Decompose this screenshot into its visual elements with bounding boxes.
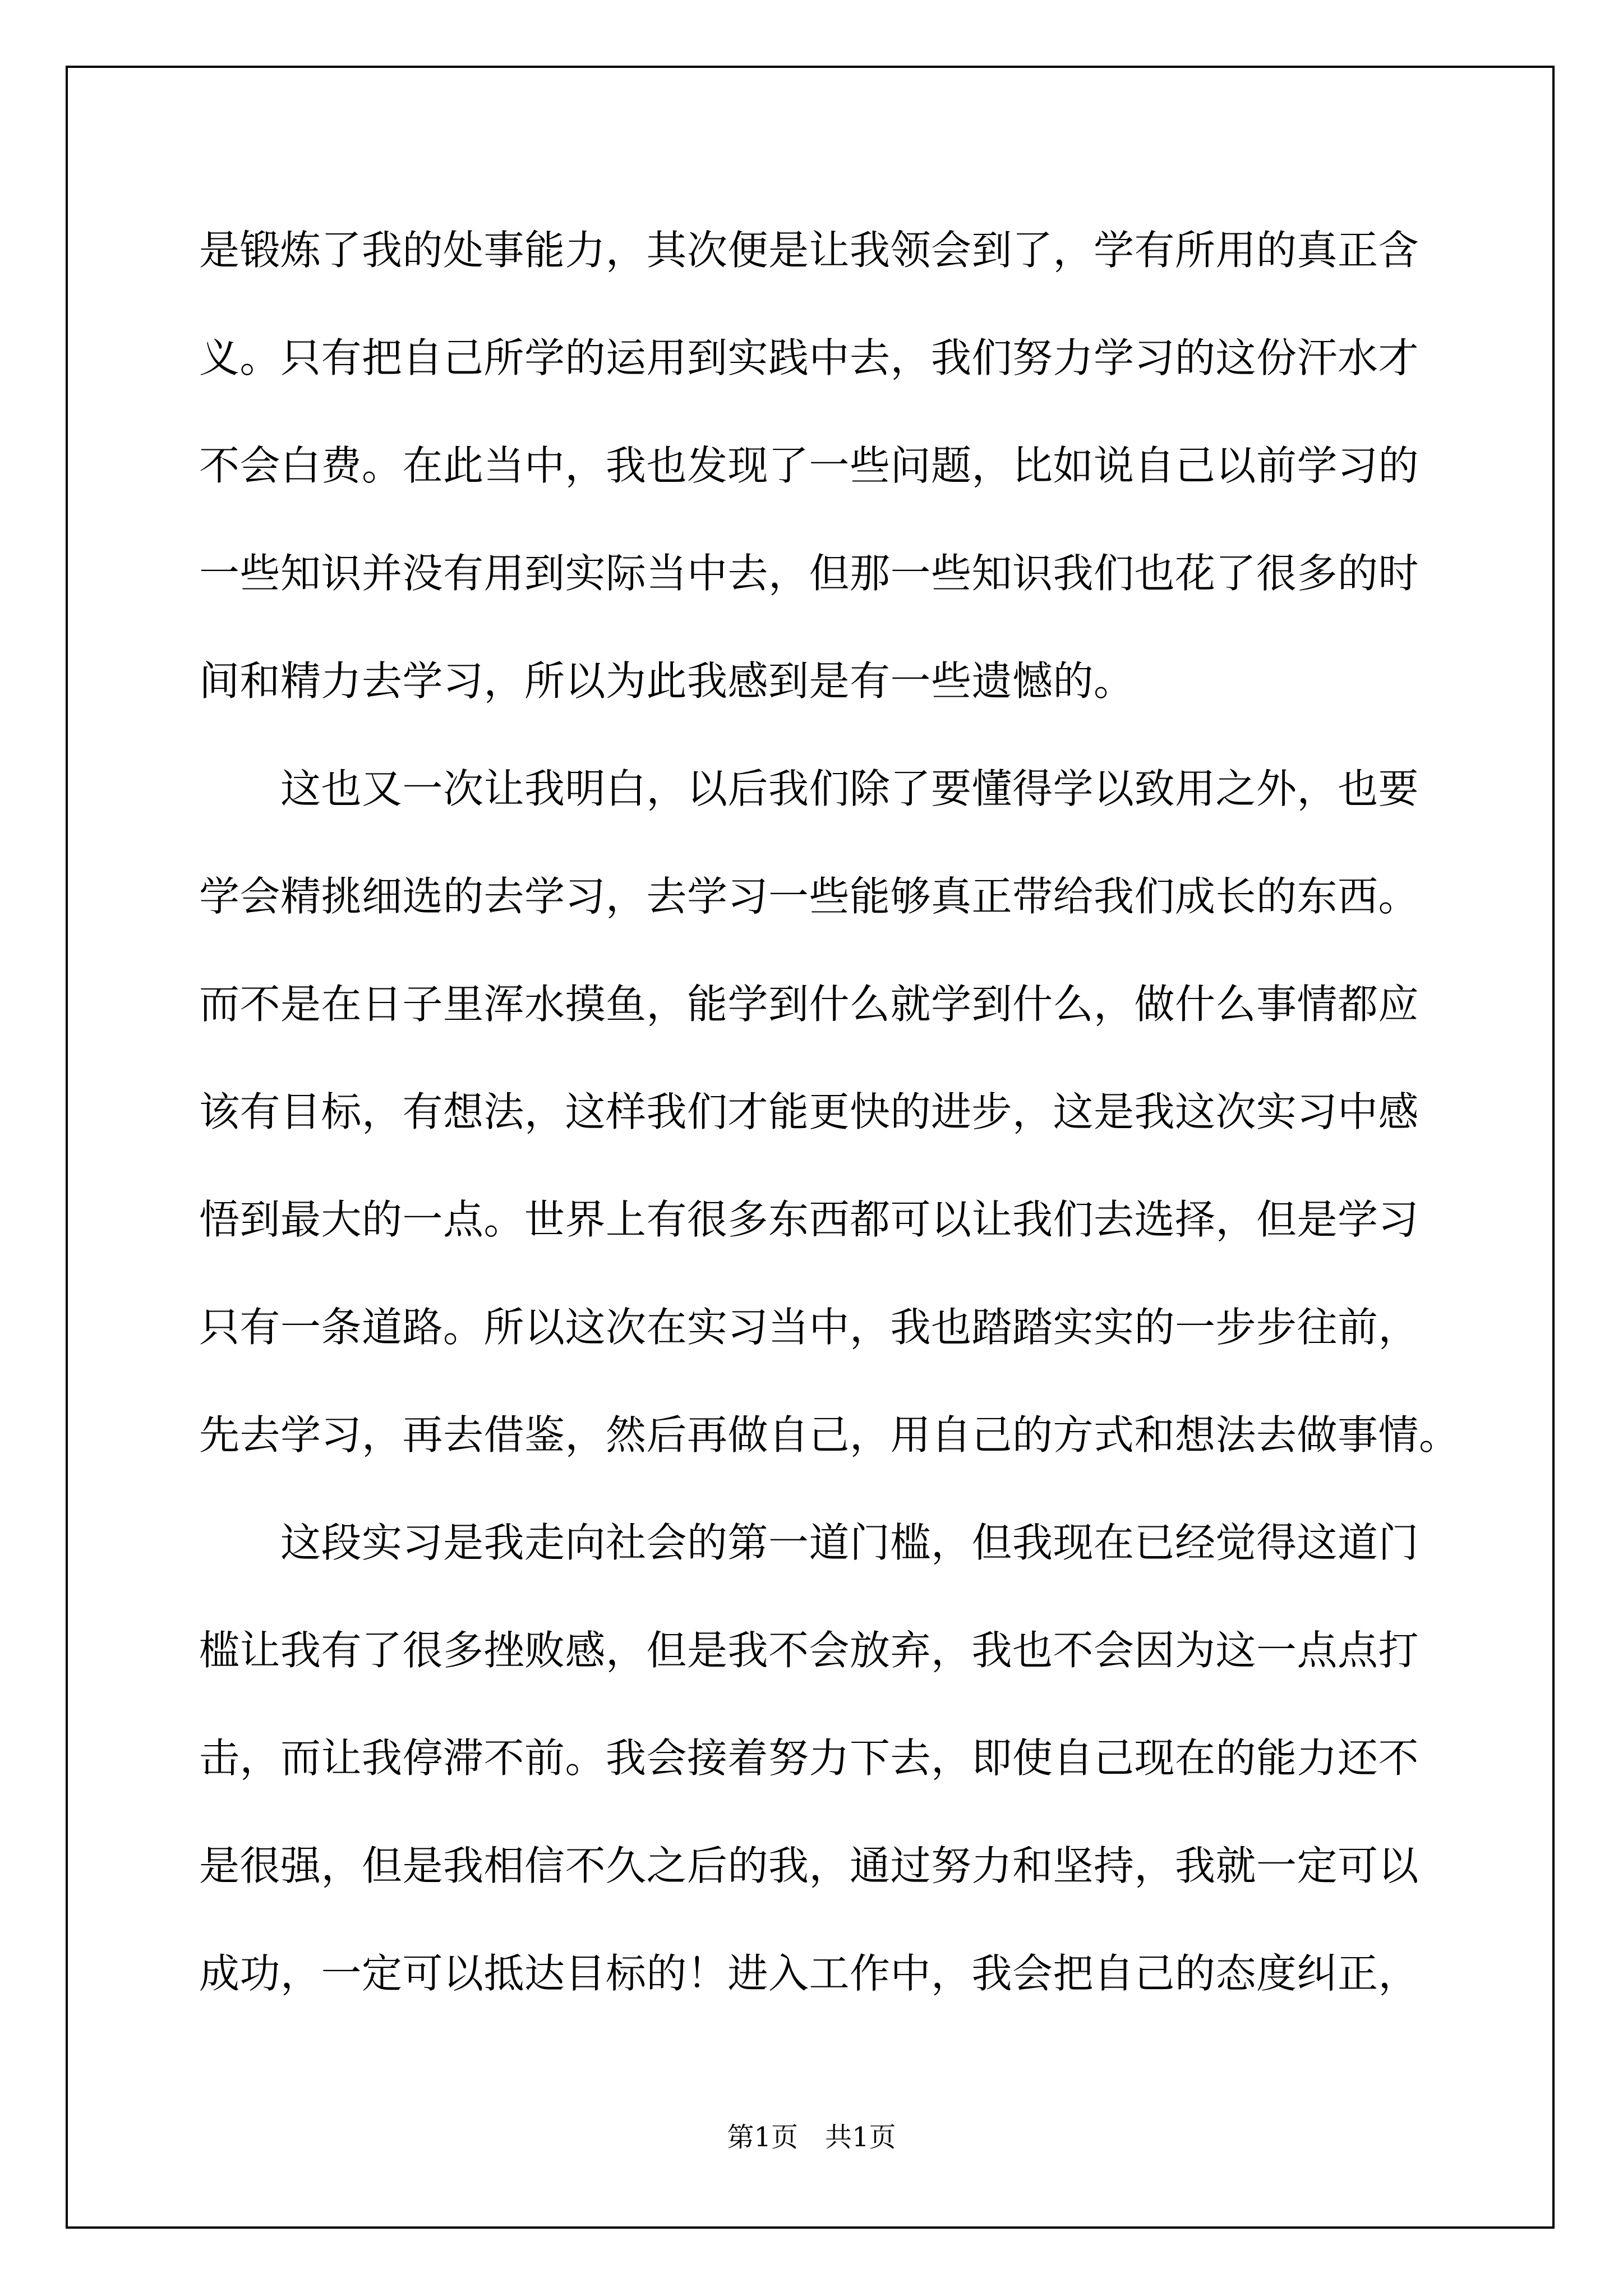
text-line: 只有一条道路。所以这次在实习当中，我也踏踏实实的一步步往前， (199, 1304, 1419, 1351)
page-footer: 第1页 共1页 (727, 2122, 896, 2153)
text-line: 而不是在日子里浑水摸鱼，能学到什么就学到什么，做什么事情都应 (199, 981, 1419, 1028)
text-line: 义。只有把自己所学的运用到实践中去，我们努力学习的这份汗水才 (199, 334, 1419, 381)
text-line: 不会白费。在此当中，我也发现了一些问题，比如说自己以前学习的 (199, 442, 1419, 489)
text-line: 成功，一定可以抵达目标的！进入工作中，我会把自己的态度纠正， (199, 1950, 1419, 1997)
text-line: 一些知识并没有用到实际当中去，但那一些知识我们也花了很多的时 (199, 550, 1419, 597)
text-line: 是锻炼了我的处事能力，其次便是让我领会到了，学有所用的真正含 (199, 227, 1419, 274)
document-body (199, 196, 1460, 2027)
text-line: 这也又一次让我明白，以后我们除了要懂得学以致用之外，也要 (199, 765, 1419, 812)
text-line: 是很强，但是我相信不久之后的我，通过努力和坚持，我就一定可以 (199, 1842, 1419, 1889)
text-line: 学会精挑细选的去学习，去学习一些能够真正带给我们成长的东西。 (199, 873, 1419, 920)
text-line: 该有目标，有想法，这样我们才能更快的进步，这是我这次实习中感 (199, 1088, 1419, 1135)
text-line: 先去学习，再去借鉴，然后再做自己，用自己的方式和想法去做事情。 (199, 1411, 1460, 1458)
text-line: 槛让我有了很多挫败感，但是我不会放弃，我也不会因为这一点点打 (199, 1627, 1419, 1674)
text-line: 击，而让我停滞不前。我会接着努力下去，即使自己现在的能力还不 (199, 1734, 1419, 1782)
text-line: 间和精力去学习，所以为此我感到是有一些遗憾的。 (199, 657, 1135, 705)
text-line: 这段实习是我走向社会的第一道门槛，但我现在已经觉得这道门 (199, 1519, 1419, 1566)
text-line: 悟到最大的一点。世界上有很多东西都可以让我们去选择，但是学习 (199, 1196, 1419, 1243)
